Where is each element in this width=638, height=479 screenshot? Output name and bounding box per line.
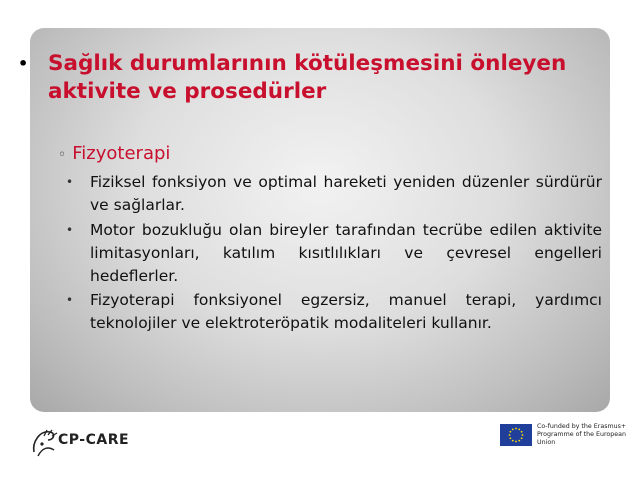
list-item-text: Motor bozukluğu olan bireyler tarafından tecrübe edilen aktivite limitasyonları, katılım kısıtlılıkları ve çevresel engelleri hedeflerler. [90,221,602,285]
eu-star-icon [515,441,517,443]
subheading-text: Fizyoterapi [72,143,171,164]
subheading-bullet: ◦ [58,147,67,163]
eu-star-icon [512,428,514,430]
eu-star-icon [515,428,517,430]
eu-star-icon [521,431,523,433]
eu-star-icon [512,440,514,442]
cp-care-logo-text: CP-CARE [58,432,130,448]
list-item-text: Fizyoterapi fonksiyonel egzersiz, manuel terapi, yardımcı teknolojiler ve elektroteröpatik modaliteleri kullanır. [90,291,602,332]
list-item-bullet: • [66,293,74,307]
eu-star-icon [521,437,523,439]
subheading [58,142,170,167]
heading-text: Sağlık durumlarının kötüleşmesini önleyen aktivite ve prosedürler [48,51,567,104]
eu-flag-icon [500,424,532,446]
list-item [66,219,602,288]
eu-funding-text: Co-funded by the Erasmus+ Programme of the European Union [537,423,627,446]
eu-star-icon [522,434,524,436]
eu-star-icon [509,431,511,433]
list-item [66,171,602,217]
eu-star-icon [518,428,520,430]
list-item-bullet: • [66,223,74,237]
slide-heading [18,50,568,106]
list-item-text: Fiziksel fonksiyon ve optimal hareketi yeniden düzenler sürdürür ve sağlarlar. [90,173,602,214]
eu-star-icon [518,440,520,442]
heading-bullet: • [18,54,29,73]
list-item-bullet: • [66,175,74,189]
eu-star-icon [509,437,511,439]
eu-star-icon [509,434,511,436]
list-item [66,289,602,335]
